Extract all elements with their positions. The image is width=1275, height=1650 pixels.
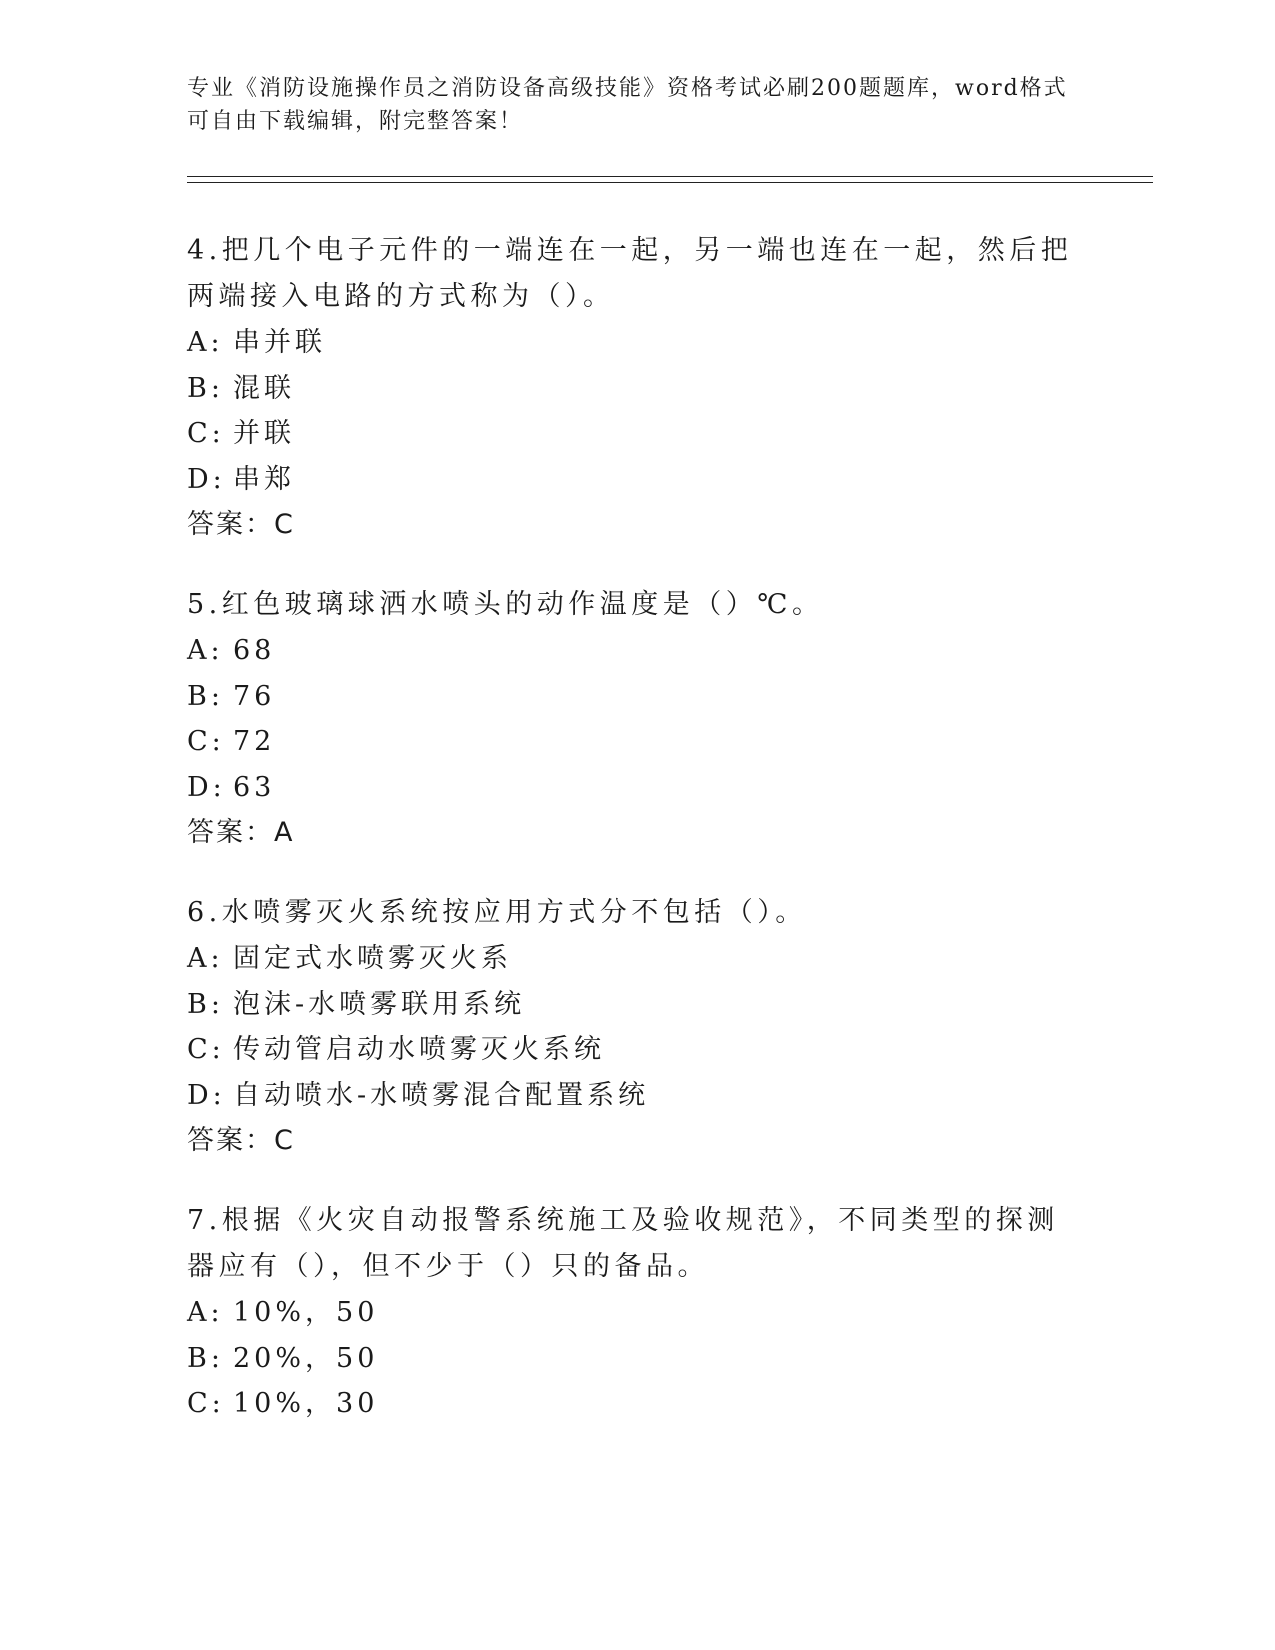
- option-text: 泡沫-水喷雾联用系统: [233, 988, 526, 1020]
- option-text: 63: [233, 771, 276, 803]
- option-label: D:: [187, 771, 226, 803]
- answer-option: [187, 457, 1087, 503]
- question-number: 7.: [187, 1205, 222, 1236]
- answer-option: [187, 1027, 1087, 1073]
- question-text: 水喷雾灭火系统按应用方式分不包括（）。: [221, 897, 807, 928]
- answer-option: [187, 982, 1087, 1028]
- header-divider-top: [187, 176, 1153, 177]
- option-label: B:: [187, 372, 224, 404]
- question-item: [187, 1198, 1087, 1427]
- option-label: A:: [187, 943, 224, 974]
- question-text: 根据《火灾自动报警系统施工及验收规范》，不同类型的探测器应有（），但不少于（）只的备品。: [187, 1205, 1059, 1282]
- option-text: 固定式水喷雾灭火系: [233, 943, 512, 974]
- answer-key: [187, 810, 1087, 856]
- answer-option: [187, 411, 1087, 457]
- option-text: 串并联: [233, 327, 326, 358]
- question-stem: [187, 890, 1087, 936]
- option-label: C:: [187, 1388, 225, 1419]
- question-list: [187, 228, 1087, 1461]
- question-number: 5.: [187, 589, 222, 620]
- answer-option: [187, 1290, 1087, 1336]
- answer-option: [187, 765, 1087, 811]
- answer-option: [187, 1336, 1087, 1382]
- question-stem: [187, 582, 1087, 628]
- answer-option: [187, 1381, 1087, 1427]
- option-label: C:: [187, 1034, 225, 1065]
- option-label: C:: [187, 418, 225, 449]
- option-text: 10%，30: [233, 1388, 379, 1419]
- answer-label: 答案：: [187, 817, 274, 848]
- answer-label: 答案：: [187, 1125, 274, 1156]
- option-label: D:: [187, 1079, 226, 1111]
- option-text: 68: [233, 635, 276, 666]
- option-text: 传动管启动水喷雾灭火系统: [233, 1034, 605, 1065]
- option-label: A:: [187, 1297, 224, 1328]
- question-number: 4.: [187, 235, 222, 266]
- header-divider-bottom: [187, 182, 1153, 183]
- answer-label: 答案：: [187, 509, 274, 540]
- option-text: 20%，50: [233, 1342, 379, 1374]
- option-label: A:: [187, 635, 224, 666]
- option-label: B:: [187, 988, 224, 1020]
- option-label: C:: [187, 726, 225, 757]
- question-stem: [187, 228, 1087, 320]
- option-text: 自动喷水-水喷雾混合配置系统: [233, 1079, 650, 1111]
- question-item: [187, 228, 1087, 548]
- answer-option: [187, 628, 1087, 674]
- option-text: 72: [233, 726, 276, 757]
- answer-option: [187, 366, 1087, 412]
- answer-option: [187, 719, 1087, 765]
- answer-key: [187, 1118, 1087, 1164]
- option-text: 76: [233, 680, 276, 712]
- answer-value: C: [274, 1125, 295, 1156]
- option-text: 并联: [233, 418, 295, 449]
- question-item: [187, 890, 1087, 1164]
- answer-option: [187, 1073, 1087, 1119]
- answer-value: C: [274, 509, 295, 540]
- answer-key: [187, 502, 1087, 548]
- option-label: D:: [187, 463, 226, 495]
- option-text: 混联: [233, 372, 295, 404]
- question-item: [187, 582, 1087, 856]
- answer-option: [187, 936, 1087, 982]
- option-label: B:: [187, 680, 224, 712]
- option-text: 串郑: [233, 463, 295, 495]
- answer-value: A: [274, 817, 295, 848]
- question-number: 6.: [187, 897, 222, 928]
- question-text: 把几个电子元件的一端连在一起，另一端也连在一起，然后把两端接入电路的方式称为（）。: [187, 235, 1073, 312]
- option-label: B:: [187, 1342, 224, 1374]
- answer-option: [187, 320, 1087, 366]
- question-text: 红色玻璃球洒水喷头的动作温度是（）℃。: [221, 589, 824, 620]
- option-text: 10%，50: [233, 1297, 379, 1328]
- answer-option: [187, 674, 1087, 720]
- document-header: 专业《消防设施操作员之消防设备高级技能》资格考试必刷200题题库，word格式可自由下载编辑，附完整答案！: [187, 76, 1068, 134]
- question-stem: [187, 1198, 1087, 1290]
- option-label: A:: [187, 327, 224, 358]
